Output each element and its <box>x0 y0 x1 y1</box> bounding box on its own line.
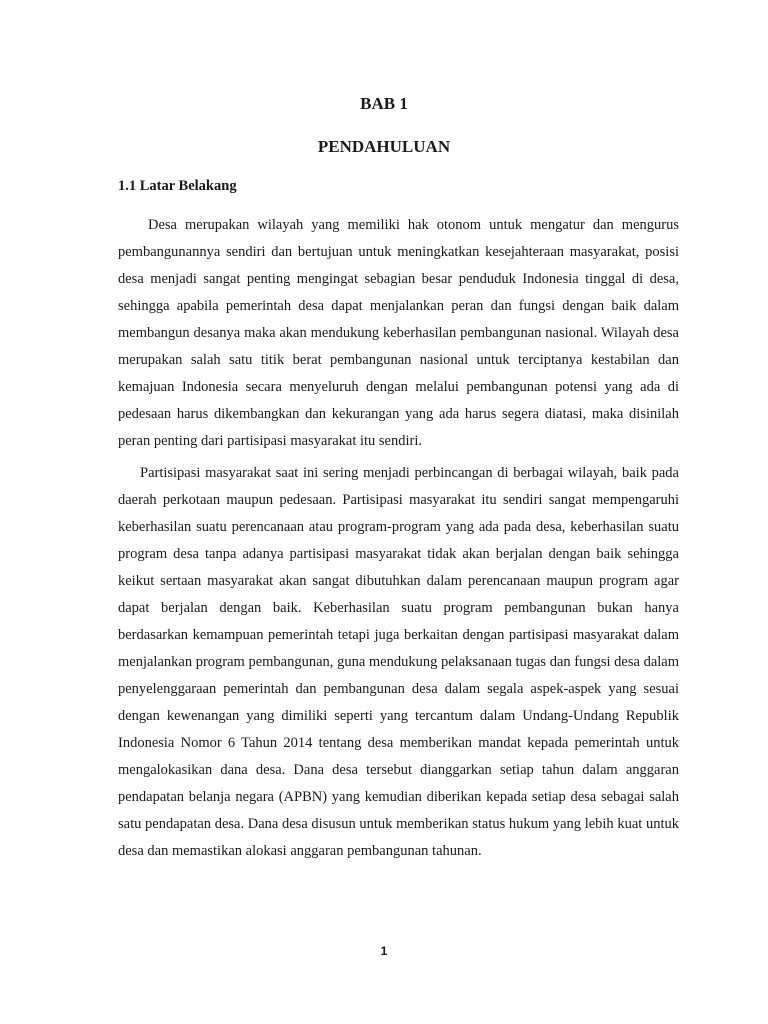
page-number: 1 <box>380 944 388 958</box>
chapter-title: PENDAHULUAN <box>317 137 451 156</box>
paragraph-1: Desa merupakan wilayah yang memiliki hak otonom untuk mengatur dan mengurus pembangunannya sendiri dan bertujuan untuk meningkatkan kesejahteraan masyarakat, posisi desa menjadi sangat penting mengingat sebagian besar penduduk Indonesia tinggal di desa, sehingga apabila pemerintah desa dapat menjalankan peran dan fungsi dengan baik dalam membangun desanya maka akan mendukung keberhasilan pembangunan nasional. Wilayah desa merupakan salah satu titik berat pembangunan nasional untuk terciptanya kestabilan dan kemajuan Indonesia secara menyeluruh dengan melalui pembangunan potensi yang ada di pedesaan harus dikembangkan dan kekurangan yang ada harus segera diatasi, maka disinilah peran penting dari partisipasi masyarakat itu sendiri. <box>118 217 679 449</box>
paragraph-2: Partisipasi masyarakat saat ini sering menjadi perbincangan di berbagai wilayah, baik pada daerah perkotaan maupun pedesaan. Partisipasi masyarakat itu sendiri sangat mempengaruhi keberhasilan suatu perencanaan atau program-program yang ada pada desa, keberhasilan suatu program desa tanpa adanya partisipasi masyarakat tidak akan berjalan dengan baik sehingga keikut sertaan masyarakat akan sangat dibutuhkan dalam perencanaan maupun program agar dapat berjalan dengan baik. Keberhasilan suatu program pembangunan bukan hanya berdasarkan kemampuan pemerintah tetapi juga berkaitan dengan partisipasi masyarakat dalam menjalankan program pembangunan, guna mendukung pelaksanaan tugas dan fungsi desa dalam penyelenggaraan pemerintah dan pembangunan desa dalam segala aspek-aspek yang sesuai dengan kewenangan yang dimiliki seperti yang tercantum dalam Undang-Undang Republik Indonesia Nomor 6 Tahun 2014 tentang desa memberikan mandat kepada pemerintah untuk mengalokasikan dana desa. Dana desa tersebut dianggarkan setiap tahun dalam anggaran pendapatan belanja negara (APBN) yang kemudian diberikan kepada setiap desa sebagai salah satu pendapatan desa. Dana desa disusun untuk memberikan status hukum yang lebih kuat untuk desa dan memastikan alokasi anggaran pembangunan tahunan. <box>118 465 679 859</box>
chapter-number: BAB 1 <box>360 94 408 113</box>
section-heading: 1.1 Latar Belakang <box>118 178 237 194</box>
